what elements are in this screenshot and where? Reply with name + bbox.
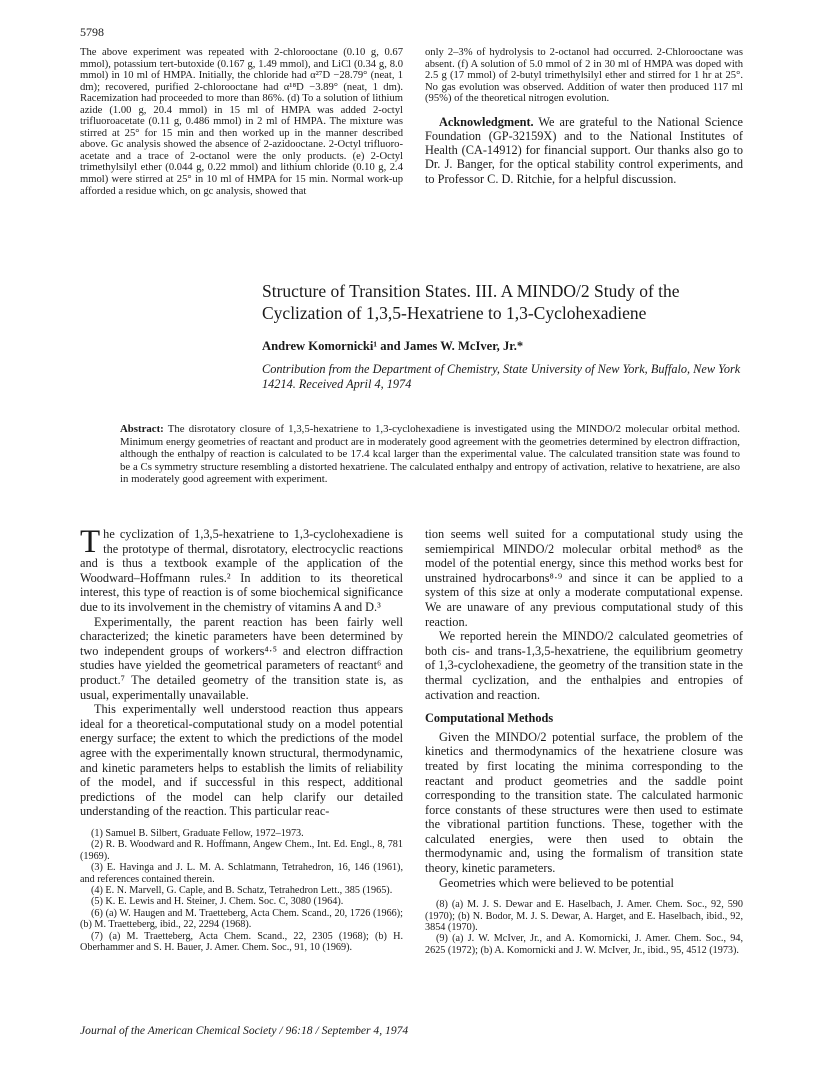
article-title: Structure of Transition States. III. A MINDO/2 Study of the Cyclization of 1,3,5-Hexatriene to 1,3-Cyclohexadiene — [262, 281, 680, 323]
top-left-text: The above experiment was repeated with 2-chlorooctane (0.10 g, 0.67 mmol), potassium tert-butoxide (0.167 g, 1.49 mmol), and LiCl (0.34 g, 8.0 mmol) in 10 ml of HMPA. Initially, the chloride had α²⁷D −28.79° (neat, 1 dm); recovered, purified 2-chlorooctane had α¹⁸D −3.89° (neat, 1 dm). Racemization had proceeded to more than 86%. (d) To a solution of lithium azide (1.00 g, 20.4 mmol) in 15 ml of HMPA was added 2-octyl trifluoroacetate (0.11 g, 0.486 mmol) in 2 ml of HMPA. The mixture was stirred at 25° for 15 min and then worked up in the manner described above. Gc analysis showed the absence of 2-azidooctane. 2-Octyl trifluoro-acetate and a trace of 2-octanol were the only products. (e) 2-Octyl trimethylsilyl ether (0.044 g, 0.22 mmol) and lithium chloride (0.10 g, 2.4 mmol) were stirred at 25° in 10 ml of HMPA for 15 min. Normal work-up afforded a residue which, on gc analysis, showed that — [80, 47, 403, 197]
abstract-label: Abstract: — [120, 423, 164, 435]
article-authors: Andrew Komornicki¹ and James W. McIver, Jr.* — [262, 339, 524, 353]
drop-cap: T — [80, 524, 101, 560]
right-paragraph-4: Geometries which were believed to be potential — [439, 875, 674, 890]
left-column — [80, 524, 403, 953]
footnote-5: (5) K. E. Lewis and H. Steiner, J. Chem. Soc. C, 3080 (1964). — [91, 896, 344, 908]
footnote-1: (1) Samuel B. Silbert, Graduate Fellow, 1972–1973. — [91, 827, 304, 839]
intro-paragraph-3: This experimentally well understood reaction thus appears ideal for a theoretical-computational study on a model potential energy surface; the extent to which the predictions of the model agree with the experimentally known structural, thermodynamic, and kinetic parameters helps to establish the limits of reliability of the model, and if successful in this respect, additional predictions of the model can help clarify our detailed understanding of the reaction. This particular reac- — [80, 702, 403, 819]
abstract-text: The disrotatory closure of 1,3,5-hexatriene to 1,3-cyclohexadiene is investigated using the MINDO/2 molecular orbital method. Minimum energy geometries of reactant and product are in moderately good agreement with the geometries determined by electron diffraction, although the enthalpy of reaction is calculated to be 17.4 kcal larger than the experimental value. The calculated transition state was found to be a Cs symmetry structure resembling a distorted hexatriene. The calculated enthalpy and entropy of activation, relative to hexatriene, are also in moderately good agreement with experiment. — [120, 423, 740, 486]
page-number: 5798 — [80, 25, 104, 39]
intro-paragraph-2: Experimentally, the parent reaction has been fairly well characterized; the kinetic parameters have been determined by two independent groups of workers⁴·⁵ and electron diffraction studies have yielded the geometrical parameters of reactant⁶ and product.⁷ The detailed geometry of the transition state is, as usual, experimentally unavailable. — [80, 614, 403, 702]
article-affiliation: Contribution from the Department of Chemistry, State University of New York, Buffalo, New York 14214. Received April 4, 1974 — [262, 362, 741, 391]
acknowledgment-label: Acknowledgment. — [439, 114, 534, 129]
right-footnotes — [425, 899, 743, 956]
footnote-7: (7) (a) M. Traetteberg, Acta Chem. Scand., 22, 2305 (1968); (b) H. Oberhammer and S. H. Bauer, J. Amer. Chem. Soc., 91, 10 (1969). — [80, 930, 403, 953]
section-heading-computational-methods: Computational Methods — [425, 711, 554, 726]
right-column — [425, 527, 743, 956]
right-paragraph-2: We reported herein the MINDO/2 calculated geometries of both cis- and trans-1,3,5-hexatriene, the equilibrium geometry of 1,3-cyclohexadiene, the geometry of the transition state in the thermal cyclization, and the enthalpies and entropies of activation and reaction. — [425, 629, 743, 702]
footnote-4: (4) E. N. Marvell, G. Caple, and B. Schatz, Tetrahedron Lett., 385 (1965). — [91, 884, 393, 896]
abstract — [120, 423, 740, 486]
acknowledgment-text: We are grateful to the National Science Foundation (GP-32159X) and to the National Institutes of Health (CA-14912) for financial support. Our thanks also go to Dr. J. Banger, for the optical stability control experiments, and to Professor C. D. Ritchie, for a helpful discussion. — [425, 114, 743, 186]
top-right-text: only 2–3% of hydrolysis to 2-octanol had occurred. 2-Chlorooctane was absent. (f) A solution of 5.0 mmol of 2 in 30 ml of HMPA was doped with 2.5 g (17 mmol) of 2-butyl trimethylsilyl ether and stirred for 1 hr at 25°. No gas evolution was observed. Addition of water then produced 117 ml (95%) of the theoretical nitrogen evolution. — [425, 47, 743, 105]
right-paragraph-3: Given the MINDO/2 potential surface, the problem of the kinetics and thermodynamics of the hexatriene closure was treated by first locating the minima corresponding to the reactant and product geometries and the saddle point corresponding to the transition state. The calculated harmonic force constants of these structures were then used to estimate the vibrational partition functions. These, together with the calculated energies, were then used to obtain the thermodynamic and, using the formalism of transition state theory, kinetic parameters. — [425, 729, 743, 876]
footnote-3: (3) E. Havinga and J. L. M. A. Schlatmann, Tetrahedron, 16, 146 (1961), and references contained therein. — [80, 862, 403, 885]
journal-footer: Journal of the American Chemical Society / 96:18 / September 4, 1974 — [80, 1024, 409, 1037]
footnote-2: (2) R. B. Woodward and R. Hoffmann, Angew Chem., Int. Ed. Engl., 8, 781 (1969). — [80, 839, 403, 862]
left-footnotes — [80, 828, 403, 953]
footnote-8: (8) (a) M. J. S. Dewar and E. Haselbach, J. Amer. Chem. Soc., 92, 590 (1970); (b) N. Bodor, M. J. S. Dewar, A. Harget, and E. Haselbach, ibid., 92, 3854 (1970). — [425, 899, 743, 934]
footnote-9: (9) (a) J. W. McIver, Jr., and A. Komornicki, J. Amer. Chem. Soc., 94, 2625 (1972); (b) A. Komornicki and J. W. McIver, Jr., ibid., 95, 4512 (1973). — [425, 933, 743, 956]
intro-paragraph-1-text: he cyclization of 1,3,5-hexatriene to 1,3-cyclohexadiene is the prototype of thermal, disrotatory, electrocyclic reactions and is thus a textbook example of the application of the Woodward–Hoffmann rules.² In addition to its theoretical interest, this type of reaction is of some biochemical significance due to its involvement in the chemistry of vitamins A and D.³ — [80, 527, 403, 614]
acknowledgment — [425, 115, 743, 186]
footnote-6: (6) (a) W. Haugen and M. Traetteberg, Acta Chem. Scand., 20, 1726 (1966); (b) M. Traetteberg, ibid., 22, 2294 (1968). — [80, 907, 403, 931]
top-right-block — [425, 47, 743, 186]
right-paragraph-1: tion seems well suited for a computational study using the semiempirical MINDO/2 molecular orbital method⁸ as the model of the potential energy, since this method works best for unstrained hydrocarbons⁸·⁹ and since it can be applied to a system of this size at only a moderate computational expense. We are unaware of any previous computational study of this reaction. — [425, 527, 743, 629]
intro-paragraph-1 — [80, 524, 403, 615]
